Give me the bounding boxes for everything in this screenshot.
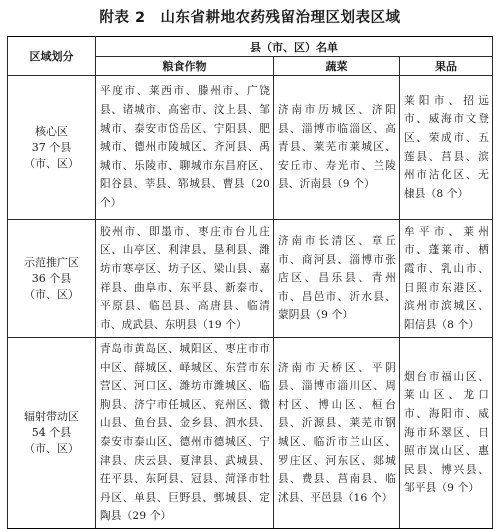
table-row — [8, 76, 493, 220]
header-region: 区域划分 — [8, 37, 96, 76]
vegetable-counties: 济南市天桥区、平阴县、淄博市淄川区、周村区、博山区、桓台县、沂源县、莱芜市钢城区、临沂市兰山区、罗庄区、河东区、郯城县、费县、莒南县、临沭县、平邑县（16 个） — [274, 338, 400, 529]
region-cell — [8, 76, 96, 220]
fruit-counties: 牟平市、莱州市、蓬莱市、栖霞市、乳山市、日照市东港区、滨州市滨城区、阳信县（8 个） — [400, 220, 493, 338]
header-vegetable: 蔬菜 — [274, 57, 400, 76]
region-cell — [8, 338, 96, 529]
grain-counties: 平度市、莱西市、滕州市、广饶县、诸城市、高密市、汶上县、邹城市、泰安市岱岳区、宁阳县、肥城市、德州市陵城区、齐河县、禹城市、乐陵市、聊城市东昌府区、阳谷县、莘县、郓城县、曹县（20 个） — [96, 76, 274, 220]
grain-counties: 青岛市黄岛区、城阳区、枣庄市市中区、薛城区、峄城区、东营市东营区、河口区、潍坊市潍城区、临朐县、济宁市任城区、兖州区、微山县、鱼台县、金乡县、泗水县、泰安市泰山区、德州市德城区、宁津县、庆云县、夏津县、武城县、茌平县、东阿县、冠县、菏泽市牡丹区、单县、巨野县、鄄城县、定陶县（29 个） — [96, 338, 274, 529]
table-row — [8, 338, 493, 529]
grain-counties: 胶州市、即墨市、枣庄市台儿庄区、山亭区、利津县、垦利县、潍坊市寒亭区、坊子区、梁山县、嘉祥县、曲阜市、东平县、新泰市、平原县、临邑县、高唐县、临清市、成武县、东明县（19 个） — [96, 220, 274, 338]
fruit-counties: 莱阳市、招远市、威海市文登区、荣成市、五莲县、莒县、滨州市沾化区、无棣县（8 个） — [400, 76, 493, 220]
table-row — [8, 220, 493, 338]
region-cell — [8, 220, 96, 338]
region-name: 辐射带动区 — [24, 409, 79, 423]
region-unit: （市、区） — [24, 441, 79, 455]
fruit-counties: 烟台市福山区、莱山区、龙口市、海阳市、威海市环翠区、日照市岚山区、惠民县、博兴县、邹平县（9 个） — [400, 338, 493, 529]
region-count: 36 个县 — [31, 271, 72, 285]
header-row-1 — [8, 37, 493, 57]
region-name: 示范推广区 — [24, 255, 79, 269]
header-grain: 粮食作物 — [96, 57, 274, 76]
region-unit: （市、区） — [24, 156, 79, 170]
region-table — [7, 36, 493, 529]
vegetable-counties: 济南市长清区、章丘市、商河县、淄博市张店区、昌乐县、青州市、昌邑市、沂水县、蒙阴县（9 个） — [274, 220, 400, 338]
header-county-list: 县（市、区）名单 — [96, 37, 493, 57]
region-name: 核心区 — [35, 124, 68, 138]
page-title: 附表 2 山东省耕地农药残留治理区划表区域 — [99, 10, 401, 26]
region-count: 37 个县 — [31, 140, 72, 154]
header-fruit: 果品 — [400, 57, 493, 76]
vegetable-counties: 济南市历城区、济阳县、淄博市临淄区、高青县、莱芜市莱城区、安丘市、寿光市、兰陵县、沂南县（9 个） — [274, 76, 400, 220]
region-unit: （市、区） — [24, 287, 79, 301]
region-count: 54 个县 — [31, 425, 72, 439]
